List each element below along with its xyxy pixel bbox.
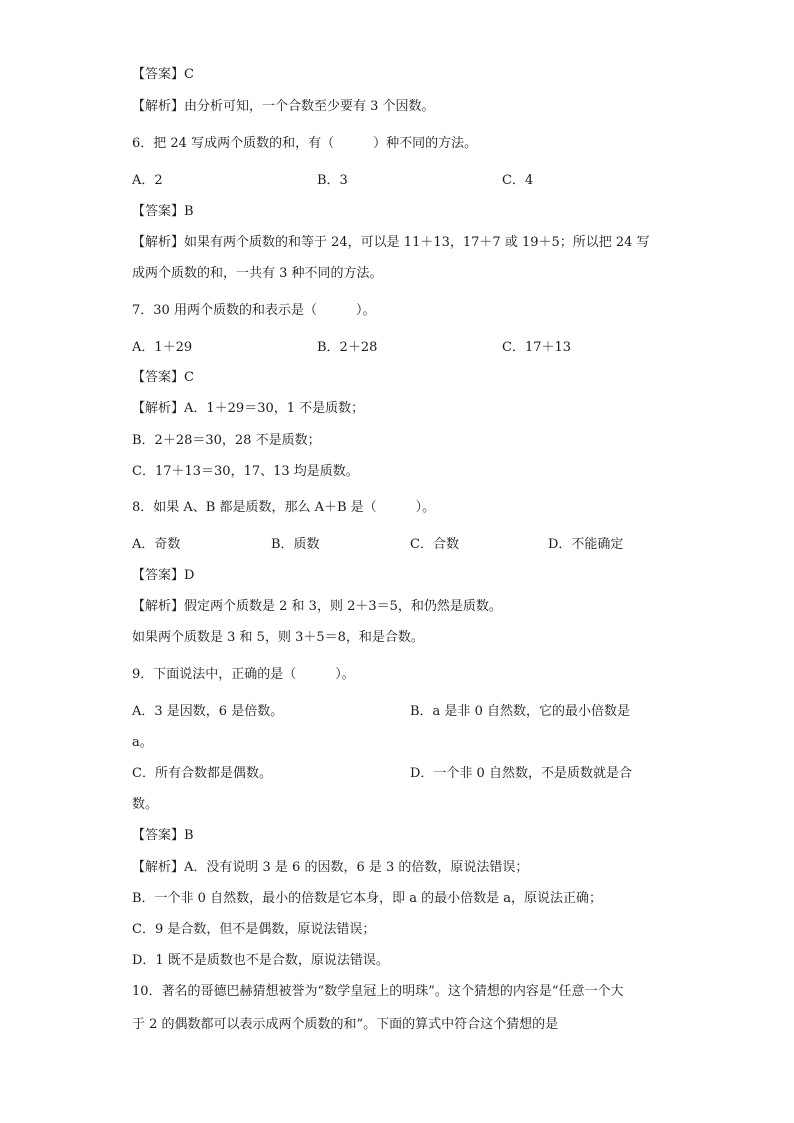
q9-option-a: A．3 是因数，6 是倍数。 — [132, 704, 284, 719]
analysis-text: 【解析】A．1＋29＝30，1 不是质数； — [132, 401, 365, 416]
analysis-text: 成两个质数的和，一共有 3 种不同的方法。 — [132, 266, 383, 281]
q6-option-b: B．3 — [317, 173, 348, 188]
analysis-text: 【解析】假定两个质数是 2 和 3，则 2＋3＝5，和仍然是质数。 — [132, 599, 502, 614]
q8-option-a: A．奇数 — [132, 537, 181, 552]
q9-option-b: B．a 是非 0 自然数，它的最小倍数是 — [410, 704, 630, 719]
analysis-text: 【解析】如果有两个质数的和等于 24，可以是 11＋13，17＋7 或 19＋5；所以把 24 写 — [132, 235, 650, 250]
analysis-text: 【解析】A．没有说明 3 是 6 的因数，6 是 3 的倍数，原说法错误； — [132, 860, 529, 875]
question-10-stem: 10．著名的哥德巴赫猜想被誉为“数学皇冠上的明珠”。这个猜想的内容是“任意一个大 — [132, 984, 624, 999]
q6-option-c: C．4 — [502, 173, 534, 188]
q8-option-c: C．合数 — [410, 537, 459, 552]
question-7-stem: 7．30 用两个质数的和表示是（ ）。 — [132, 303, 376, 318]
question-8-stem: 8．如果 A、B 都是质数，那么 A＋B 是（ ）。 — [132, 500, 436, 515]
answer-label: 【答案】C — [132, 370, 194, 385]
analysis-text: C．9 是合数，但不是偶数，原说法错误； — [132, 922, 376, 937]
q7-option-b: B．2＋28 — [317, 340, 378, 355]
q6-option-a: A．2 — [132, 173, 163, 188]
q7-option-c: C．17＋13 — [502, 340, 572, 355]
q9-option-d-continued: 数。 — [132, 797, 159, 812]
analysis-text: B．2＋28＝30，28 不是质数； — [132, 433, 321, 448]
analysis-text: D．1 既不是质数也不是合数，原说法错误。 — [132, 953, 389, 968]
q8-option-d: D．不能确定 — [548, 537, 624, 552]
question-6-stem: 6．把 24 写成两个质数的和，有（ ）种不同的方法。 — [132, 136, 478, 151]
q9-option-b-continued: a。 — [132, 735, 153, 750]
q8-option-b: B．质数 — [271, 537, 320, 552]
analysis-text: B．一个非 0 自然数，最小的倍数是它本身，即 a 的最小倍数是 a，原说法正确； — [132, 891, 602, 906]
q9-option-c: C．所有合数都是偶数。 — [132, 766, 272, 781]
question-10-stem-continued: 于 2 的偶数都可以表示成两个质数的和”。下面的算式中符合这个猜想的是 — [132, 1017, 559, 1032]
q7-option-a: A．1＋29 — [132, 340, 193, 355]
question-9-stem: 9．下面说法中，正确的是（ ）。 — [132, 667, 355, 682]
answer-label: 【答案】C — [132, 67, 194, 82]
answer-label: 【答案】B — [132, 828, 194, 843]
analysis-text: C．17＋13＝30，17、13 均是质数。 — [132, 464, 359, 479]
answer-label: 【答案】D — [132, 568, 195, 583]
analysis-text: 如果两个质数是 3 和 5，则 3＋5＝8，和是合数。 — [132, 630, 424, 645]
q9-option-d: D．一个非 0 自然数，不是质数就是合 — [410, 766, 632, 781]
answer-label: 【答案】B — [132, 204, 194, 219]
analysis-text: 【解析】由分析可知，一个合数至少要有 3 个因数。 — [132, 99, 435, 114]
